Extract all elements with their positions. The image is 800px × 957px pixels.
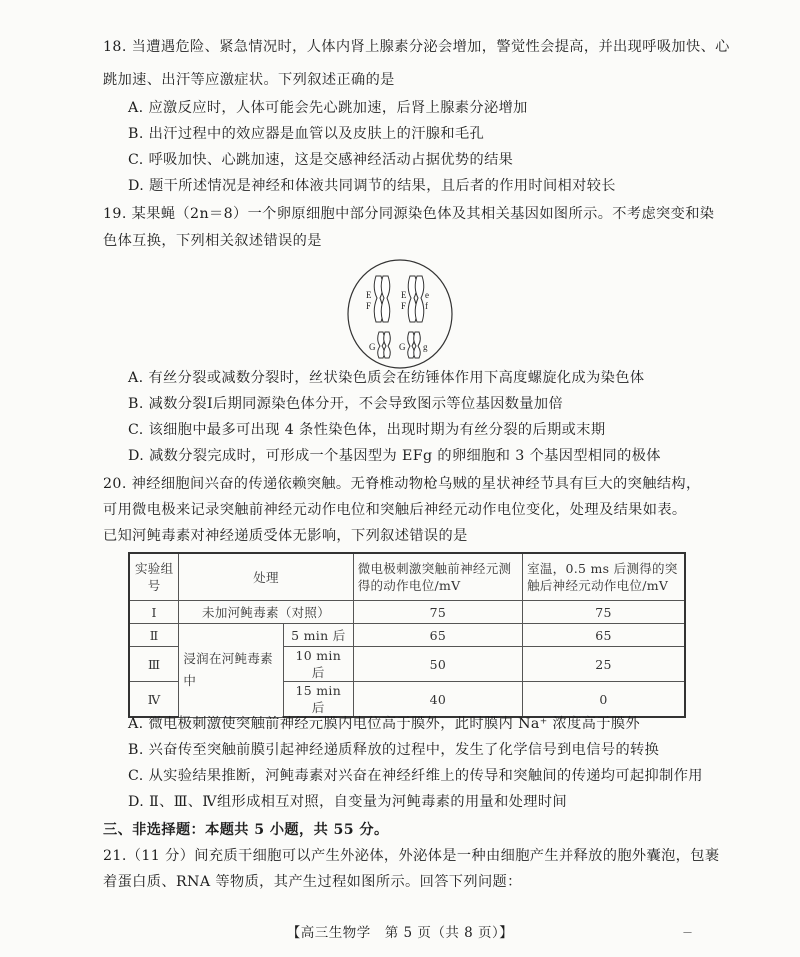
q19-option-d: D. 减数分裂完成时，可形成一个基因型为 EFg 的卵细胞和 3 个基因型相同的极体 (128, 448, 661, 464)
chromosome-pair-tall-left (374, 276, 390, 322)
cell-post: 0 (523, 682, 685, 718)
chromosome-pair-short-right (408, 332, 421, 358)
header-post-potential: 室温，0.5 ms 后测得的突触后神经元动作电位/mV (523, 553, 685, 601)
table-row (129, 601, 685, 624)
q19-option-b: B. 减数分裂Ⅰ后期同源染色体分开，不会导致图示等位基因数量加倍 (128, 396, 564, 412)
gene-label-G-right: G (399, 342, 406, 352)
page-footer: 【高三生物学 第 5 页（共 8 页）】 (286, 925, 514, 941)
cell-pre: 40 (353, 682, 522, 718)
chromosome-pair-tall-right (408, 276, 424, 322)
header-group: 实验组号 (129, 553, 179, 601)
q18-stem: 18. 当遭遇危险、紧急情况时，人体内肾上腺素分泌会增加，警觉性会提高，并出现呼吸加快、心 (103, 39, 730, 55)
cell-group: Ⅱ (129, 624, 179, 647)
section-title: 三、非选择题：本题共 5 小题，共 55 分。 (103, 822, 389, 838)
q21-stem: 21.（11 分）间充质干细胞可以产生外泌体，外泌体是一种由细胞产生并释放的胞外囊泡，包裹 (103, 848, 720, 864)
cell-pre: 65 (353, 624, 522, 647)
table-row (129, 624, 685, 647)
q20-stem: 20. 神经细胞间兴奋的传递依赖突触。无脊椎动物枪乌贼的星状神经节具有巨大的突触结构， (103, 476, 701, 492)
cell-post: 75 (523, 601, 685, 624)
q19-stem: 19. 某果蝇（2n＝8）一个卵原细胞中部分同源染色体及其相关基因如图所示。不考虑突变和染 (103, 206, 715, 222)
gene-label-e: e (425, 290, 429, 300)
q20-stem-cont-2: 已知河鲀毒素对神经递质受体无影响，下列叙述错误的是 (103, 528, 468, 544)
q20-option-d: D. Ⅱ、Ⅲ、Ⅳ组形成相互对照，自变量为河鲀毒素的用量和处理时间 (128, 794, 568, 810)
cell-group: Ⅰ (129, 601, 179, 624)
q20-option-a: A. 微电极刺激使突触前神经元膜内电位高于膜外，此时膜内 Na⁺ 浓度高于膜外 (128, 716, 641, 732)
header-pre-potential: 微电极刺激突触前神经元测得的动作电位/mV (353, 553, 522, 601)
corner-mark: — (683, 928, 692, 938)
cell-group: Ⅲ (129, 647, 179, 682)
gene-label-F-left: F (366, 301, 372, 311)
cell-pre: 75 (353, 601, 522, 624)
gene-label-E-left: E (366, 290, 372, 300)
gene-label-G-left: G (369, 342, 376, 352)
cell-time: 15 min 后 (283, 682, 353, 718)
cell-chromosome-figure (346, 258, 454, 370)
q20-option-c: C. 从实验结果推断，河鲀毒素对兴奋在神经纤维上的传导和突触间的传递均可起抑制作用 (128, 768, 703, 784)
cell-time: 10 min 后 (283, 647, 353, 682)
results-table (128, 552, 686, 718)
q18-option-a: A. 应激反应时，人体可能会先心跳加速，后肾上腺素分泌增加 (128, 100, 528, 116)
q18-stem-cont: 跳加速、出汗等应激症状。下列叙述正确的是 (103, 72, 395, 88)
q18-option-c: C. 呼吸加快、心跳加速，这是交感神经活动占据优势的结果 (128, 152, 514, 168)
gene-label-E-right: E (401, 290, 407, 300)
q18-option-b: B. 出汗过程中的效应器是血管以及皮肤上的汗腺和毛孔 (128, 126, 485, 142)
q20-option-b: B. 兴奋传至突触前膜引起神经递质释放的过程中，发生了化学信号到电信号的转换 (128, 742, 660, 758)
q21-stem-cont: 着蛋白质、RNA 等物质，其产生过程如图所示。回答下列问题： (103, 874, 522, 890)
cell-pre: 50 (353, 647, 522, 682)
q19-stem-cont: 色体互换，下列相关叙述错误的是 (103, 233, 322, 249)
q20-stem-cont: 可用微电极来记录突触前神经元动作电位和突触后神经元动作电位变化，处理及结果如表。 (103, 502, 687, 518)
q19-option-c: C. 该细胞中最多可出现 4 条性染色体，出现时期为有丝分裂的后期或末期 (128, 422, 606, 438)
gene-label-f: f (425, 301, 428, 311)
gene-label-g: g (423, 342, 428, 352)
cell-time: 5 min 后 (283, 624, 353, 647)
q18-option-d: D. 题干所述情况是神经和体液共同调节的结果，且后者的作用时间相对较长 (128, 178, 616, 194)
cell-treatment: 未加河鲀毒素（对照） (179, 601, 353, 624)
cell-diagram (346, 258, 454, 370)
table-header-row (129, 553, 685, 601)
cell-group: Ⅳ (129, 682, 179, 718)
cell-post: 25 (523, 647, 685, 682)
header-treatment: 处理 (179, 553, 353, 601)
cell-soak-label: 浸润在河鲀毒素中 (179, 624, 284, 718)
gene-label-F-right: F (401, 301, 407, 311)
chromosome-pair-short-left (378, 332, 391, 358)
q19-option-a: A. 有丝分裂或减数分裂时，丝状染色质会在纺锤体作用下高度螺旋化成为染色体 (128, 370, 645, 386)
cell-post: 65 (523, 624, 685, 647)
